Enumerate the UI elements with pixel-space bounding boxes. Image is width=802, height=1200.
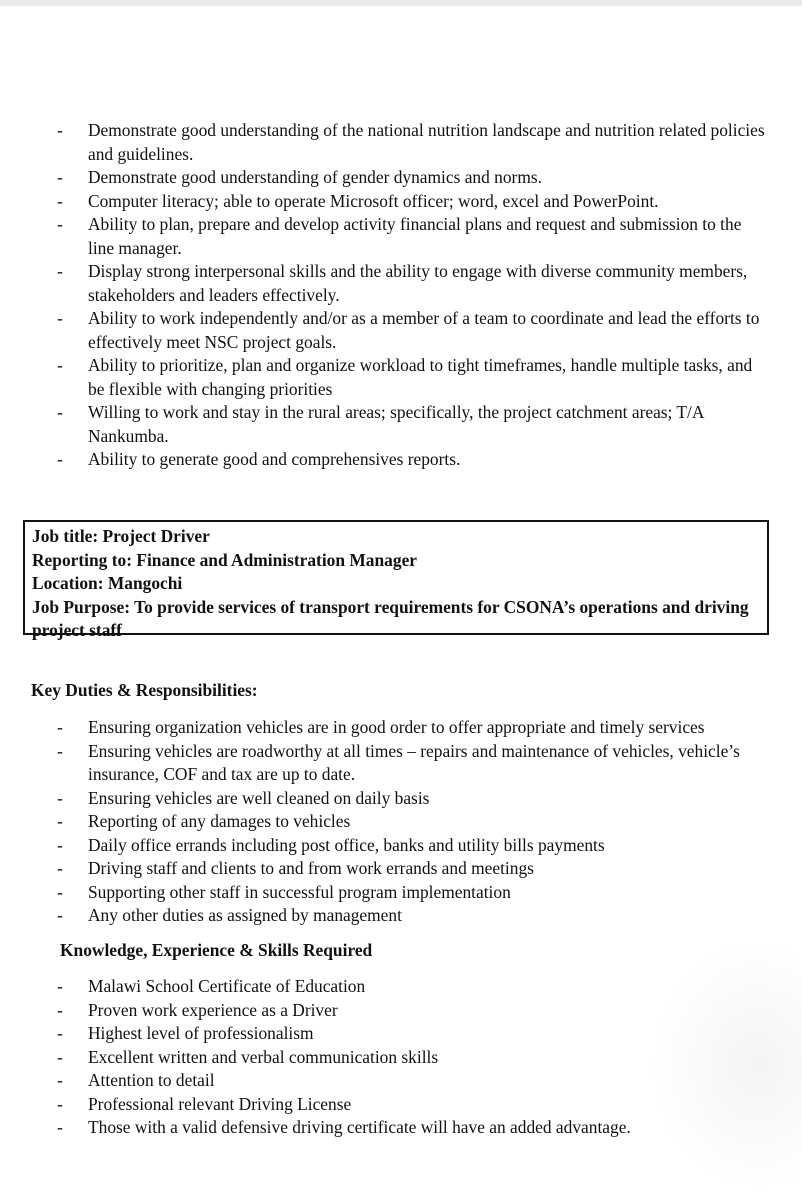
list-item — [0, 881, 780, 905]
list-item — [0, 401, 770, 448]
list-item — [0, 834, 780, 858]
list-item — [0, 190, 770, 214]
reporting-to: Reporting to: Finance and Administration Manager — [32, 549, 418, 570]
bullet-dash: - — [57, 881, 63, 902]
list-item-text: Willing to work and stay in the rural areas; specifically, the project catchment areas; T/A Nankumba. — [88, 402, 704, 446]
list-item — [0, 260, 770, 307]
requirements-list — [0, 119, 770, 472]
bullet-dash: - — [57, 355, 63, 375]
bullet-dash: - — [57, 190, 63, 211]
list-item — [0, 213, 770, 260]
list-item-text: Computer literacy; able to operate Microsoft officer; word, excel and PowerPoint. — [88, 190, 659, 211]
list-item-text: Supporting other staff in successful program implementation — [88, 881, 511, 902]
bullet-dash: - — [57, 1093, 63, 1114]
bullet-dash: - — [57, 976, 63, 996]
list-item-text: Malawi School Certificate of Education — [88, 976, 366, 996]
list-item-text: Ability to plan, prepare and develop activity financial plans and request and submission to the line manager. — [88, 214, 742, 258]
job-title: Job title: Project Driver — [32, 526, 210, 546]
bullet-dash: - — [57, 834, 63, 855]
list-item-text: Display strong interpersonal skills and the ability to engage with diverse community members, stakeholders and leaders effectively. — [88, 261, 748, 305]
list-item-text: Proven work experience as a Driver — [88, 999, 338, 1020]
list-item-text: Ability to prioritize, plan and organize workload to tight timeframes, handle multiple tasks, and be flexible with changing priorities — [88, 355, 753, 399]
bullet-dash: - — [57, 1117, 63, 1137]
bullet-dash: - — [57, 402, 63, 422]
bullet-dash: - — [57, 308, 63, 328]
list-item-text: Demonstrate good understanding of gender dynamics and norms. — [88, 167, 542, 187]
list-item — [0, 716, 780, 740]
bullet-dash: - — [57, 1070, 63, 1090]
bullet-dash: - — [57, 787, 63, 808]
skills-heading: Knowledge, Experience & Skills Required — [60, 940, 373, 960]
bullet-dash: - — [57, 120, 63, 140]
list-item-text: Professional relevant Driving License — [88, 1093, 352, 1114]
bullet-dash: - — [57, 1023, 63, 1043]
list-item-text: Ability to work independently and/or as a member of a team to coordinate and lead the efforts to effectively meet NSC project goals. — [88, 308, 760, 352]
job-location: Location: Mangochi — [32, 573, 183, 593]
list-item-text: Ensuring organization vehicles are in good order to offer appropriate and timely services — [88, 717, 705, 737]
list-item-text: Highest level of professionalism — [88, 1023, 314, 1043]
list-item-text: Attention to detail — [88, 1070, 215, 1090]
list-item — [0, 810, 780, 834]
list-item-text: Ensuring vehicles are roadworthy at all times – repairs and maintenance of vehicles, vehicle’s insurance, COF and tax are up to date. — [88, 740, 740, 784]
job-summary-box — [23, 520, 769, 640]
bullet-dash: - — [57, 858, 63, 878]
list-item-text: Reporting of any damages to vehicles — [88, 811, 351, 831]
list-item-text: Ability to generate good and comprehensives reports. — [88, 449, 461, 469]
list-item — [0, 448, 770, 472]
bullet-dash: - — [57, 1046, 63, 1067]
duties-heading: Key Duties & Responsibilities: — [31, 680, 258, 700]
job-purpose: Job Purpose: To provide services of transport requirements for CSONA’s operations and driving project staff — [32, 596, 749, 640]
list-item — [0, 307, 770, 354]
bullet-dash: - — [57, 905, 63, 925]
list-item-text: Any other duties as assigned by management — [88, 905, 402, 925]
list-item — [0, 166, 770, 190]
bullet-dash: - — [57, 214, 63, 234]
list-item — [0, 904, 780, 928]
duties-list — [0, 716, 780, 928]
list-item-text: Demonstrate good understanding of the national nutrition landscape and nutrition related policies and guidelines. — [88, 120, 765, 164]
list-item-text: Ensuring vehicles are well cleaned on daily basis — [88, 787, 430, 808]
list-item — [0, 787, 780, 811]
bullet-dash: - — [57, 167, 63, 187]
list-item-text: Daily office errands including post office, banks and utility bills payments — [88, 834, 605, 855]
list-item — [0, 857, 780, 881]
list-item-text: Those with a valid defensive driving certificate will have an added advantage. — [88, 1117, 631, 1137]
list-item-text: Excellent written and verbal communication skills — [88, 1046, 439, 1067]
bullet-dash: - — [57, 811, 63, 831]
list-item — [0, 119, 770, 166]
bullet-dash: - — [57, 261, 63, 281]
bullet-dash: - — [57, 999, 63, 1020]
list-item — [0, 354, 770, 401]
bullet-dash: - — [57, 740, 63, 761]
bullet-dash: - — [57, 717, 63, 737]
bullet-dash: - — [57, 449, 63, 469]
faint-watermark — [652, 940, 802, 1190]
list-item — [0, 740, 780, 787]
list-item-text: Driving staff and clients to and from work errands and meetings — [88, 858, 534, 878]
